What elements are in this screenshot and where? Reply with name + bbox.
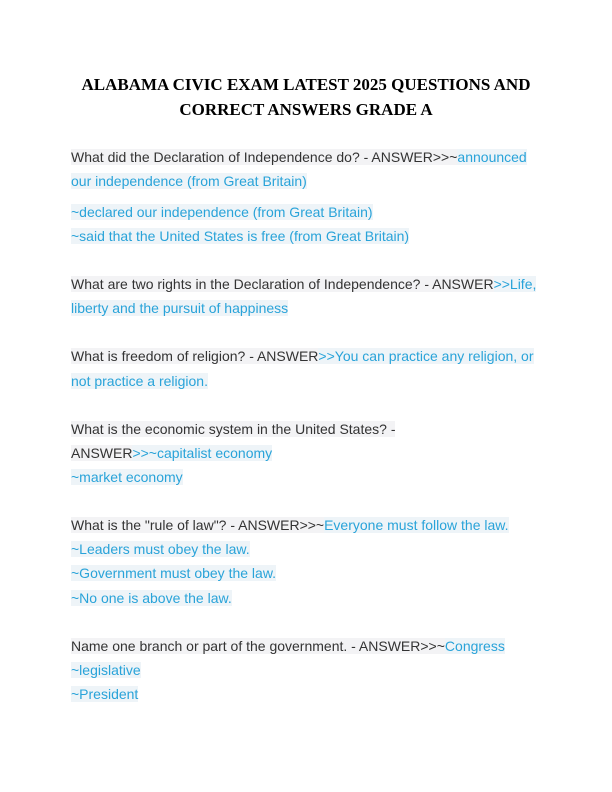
answer-6-text: Congress <box>444 638 505 654</box>
answer-5-alternative-3: ~No one is above the law. <box>71 590 232 606</box>
question-3-line-1 <box>71 346 534 366</box>
answer-1-line-2 <box>71 171 307 191</box>
answer-separator: - ANSWER>>~ <box>359 149 458 165</box>
question-4-line-1 <box>71 419 395 439</box>
answer-5-alternative-2: ~Government must obey the law. <box>71 565 277 581</box>
answer-2-text: >>Life, <box>493 276 537 292</box>
answer-1-continuation: our independence (from Great Britain) <box>71 173 307 189</box>
question-3-text: What is freedom of religion? - ANSWER <box>71 348 319 364</box>
answer-4-text: >>~capitalist economy <box>132 445 273 461</box>
question-4-text: What is the economic system in the United States? - <box>71 421 396 437</box>
answer-6-alternative-1: ~legislative <box>71 662 141 678</box>
answer-5-alt-3 <box>71 588 232 608</box>
answer-2-continuation: liberty and the pursuit of happiness <box>71 300 289 316</box>
answer-3-line-2 <box>71 371 208 391</box>
answer-1-alternative-1: ~declared our independence (from Great Britain) <box>71 204 373 220</box>
title-line-2: CORRECT ANSWERS GRADE A <box>179 100 433 119</box>
document-title <box>0 72 612 122</box>
answer-6-alt-2 <box>71 684 138 704</box>
answer-1-alt-1 <box>71 202 373 222</box>
question-5-line-1 <box>71 515 509 535</box>
answer-1-alt-2 <box>71 226 409 246</box>
question-4-answer-label: ANSWER <box>71 445 133 461</box>
question-1-line-1 <box>71 147 527 167</box>
answer-2-line-2 <box>71 298 288 318</box>
answer-1-alternative-2: ~said that the United States is free (from Great Britain) <box>71 228 410 244</box>
question-2-line-1 <box>71 274 536 294</box>
answer-5-alt-2 <box>71 563 276 583</box>
question-4-line-2 <box>71 443 272 463</box>
question-5-text: What is the "rule of law"? - ANSWER>>~ <box>71 517 325 533</box>
answer-4-alternative-1: ~market economy <box>71 469 183 485</box>
question-6-line-1 <box>71 636 505 656</box>
question-1-text: What did the Declaration of Independence do? <box>71 149 360 165</box>
answer-4-alt-1 <box>71 467 183 487</box>
question-6-text: Name one branch or part of the government. - ANSWER>>~ <box>71 638 445 654</box>
answer-6-alternative-2: ~President <box>71 686 139 702</box>
answer-5-text: Everyone must follow the law. <box>324 517 509 533</box>
answer-5-alternative-1: ~Leaders must obey the law. <box>71 541 250 557</box>
answer-5-alt-1 <box>71 539 250 559</box>
answer-3-text: >>You can practice any religion, or <box>318 348 534 364</box>
answer-6-alt-1 <box>71 660 141 680</box>
question-2-text: What are two rights in the Declaration of Independence? - ANSWER <box>71 276 494 292</box>
title-line-1: ALABAMA CIVIC EXAM LATEST 2025 QUESTIONS AND <box>81 75 531 94</box>
answer-3-continuation: not practice a religion. <box>71 373 208 389</box>
answer-1-text: announced <box>457 149 527 165</box>
